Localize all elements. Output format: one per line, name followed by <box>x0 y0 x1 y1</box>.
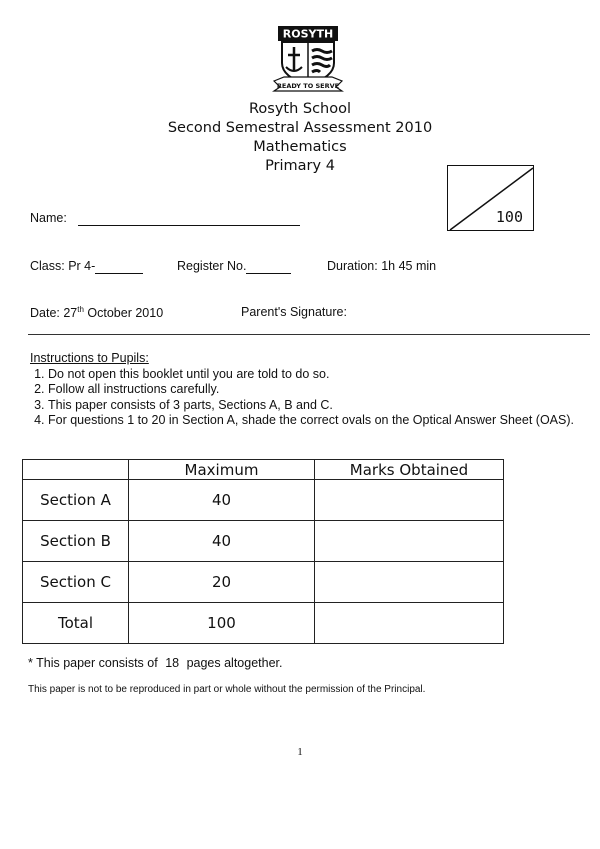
table-row <box>23 603 504 644</box>
instruction-item: 1. Do not open this booklet until you are told to do so. <box>48 367 590 383</box>
table-header-row <box>23 460 504 480</box>
header-marks-obtained: Marks Obtained <box>315 460 504 480</box>
row-marks-obtained[interactable] <box>315 562 504 603</box>
row-maximum: 40 <box>129 521 315 562</box>
instruction-item: 2. Follow all instructions carefully. <box>48 382 590 398</box>
row-marks-obtained[interactable] <box>315 480 504 521</box>
row-maximum: 20 <box>129 562 315 603</box>
row-marks-obtained[interactable] <box>315 603 504 644</box>
row-maximum: 100 <box>129 603 315 644</box>
instructions-list <box>30 367 590 429</box>
date-text <box>30 305 163 320</box>
marks-table <box>22 459 504 644</box>
row-marks-obtained[interactable] <box>315 521 504 562</box>
name-field[interactable] <box>30 211 300 226</box>
level-title: Primary 4 <box>265 158 335 174</box>
page-number: 1 <box>297 746 303 758</box>
name-label: Name: <box>30 211 67 225</box>
table-row <box>23 521 504 562</box>
page-count-prefix: * This paper consists of <box>28 656 158 670</box>
name-blank[interactable] <box>78 211 300 226</box>
parent-signature-label: Parent's Signature: <box>241 305 347 319</box>
date-suffix: th <box>77 305 84 314</box>
separator-line <box>28 334 590 335</box>
page-count-suffix: pages altogether. <box>186 656 283 670</box>
header-section <box>23 460 129 480</box>
date-rest: October 2010 <box>83 306 164 321</box>
register-blank[interactable] <box>246 259 291 274</box>
row-section-label: Section B <box>23 521 129 562</box>
school-name: Rosyth School <box>248 101 352 117</box>
table-row <box>23 562 504 603</box>
total-score-value: 100 <box>495 208 523 226</box>
crest-shield-icon <box>272 25 344 93</box>
instructions <box>30 351 590 429</box>
page-count-note <box>28 656 283 670</box>
date-label: Date: 27 <box>30 306 78 321</box>
total-score-box <box>447 165 534 231</box>
row-section-label: Section C <box>23 562 129 603</box>
crest-top-text: ROSYTH <box>282 27 334 41</box>
crest-motto: READY TO SERVE <box>276 82 340 90</box>
instruction-item: 4. For questions 1 to 20 in Section A, shade the correct ovals on the Optical Answer Sheet (OAS). <box>48 413 590 429</box>
table-row <box>23 480 504 521</box>
class-label: Class: Pr 4- <box>30 259 96 273</box>
row-maximum: 40 <box>129 480 315 521</box>
page-count-value: 18 <box>165 656 180 670</box>
class-blank[interactable] <box>95 259 143 274</box>
row-section-label: Total <box>23 603 129 644</box>
school-crest <box>272 25 344 93</box>
instructions-heading: Instructions to Pupils: <box>30 351 149 365</box>
register-field[interactable] <box>177 259 291 274</box>
duration-text: Duration: 1h 45 min <box>327 259 437 273</box>
row-section-label: Section A <box>23 480 129 521</box>
class-field[interactable] <box>30 259 143 274</box>
header-maximum: Maximum <box>129 460 315 480</box>
subject-title: Mathematics <box>253 139 347 155</box>
instruction-item: 3. This paper consists of 3 parts, Sections A, B and C. <box>48 398 590 414</box>
register-label: Register No. <box>177 259 247 273</box>
copyright-notice: This paper is not to be reproduced in part or whole without the permission of the Principal. <box>28 684 426 695</box>
assessment-title: Second Semestral Assessment 2010 <box>167 120 433 136</box>
